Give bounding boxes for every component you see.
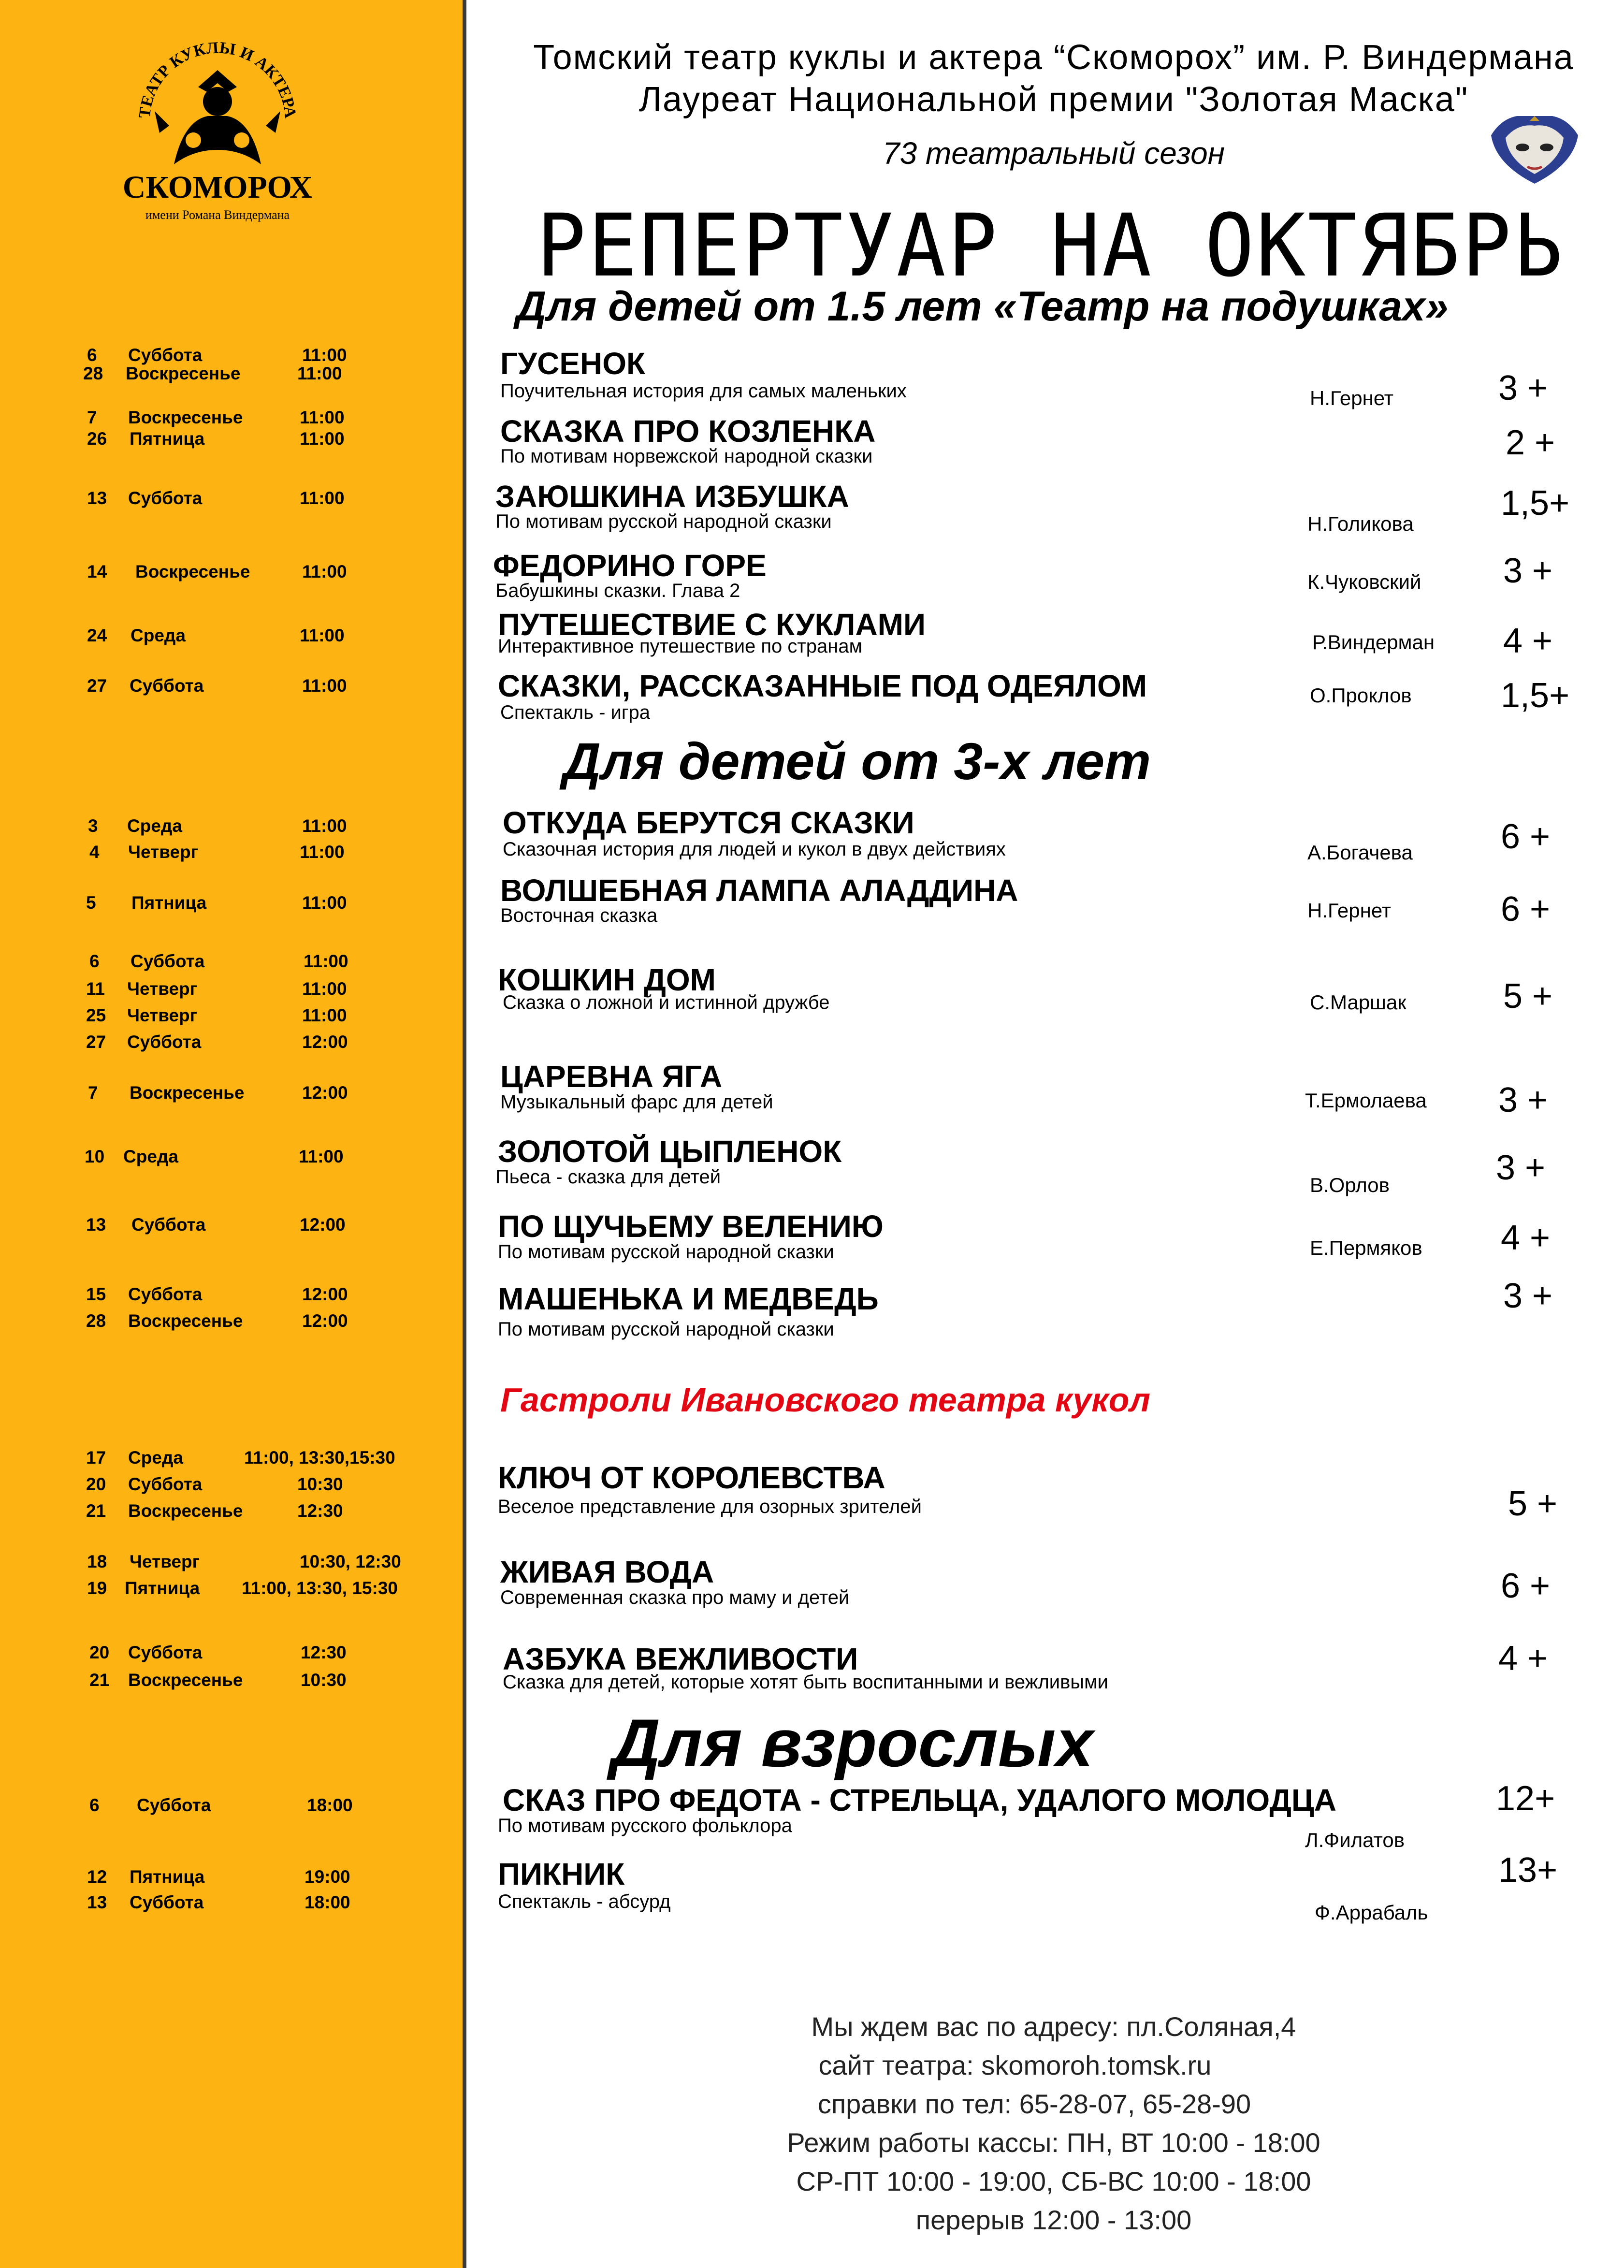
schedule-weekday: Суббота — [127, 1032, 202, 1052]
schedule-day: 21 — [86, 1501, 106, 1521]
schedule-time: 12:00 — [300, 1215, 346, 1235]
schedule-time: 19:00 — [304, 1867, 350, 1887]
schedule-time: 12:00 — [302, 1032, 348, 1052]
schedule-time: 11:00 — [300, 842, 345, 862]
play-subtitle: Спектакль - игра — [500, 702, 650, 723]
schedule-day: 3 — [88, 816, 98, 836]
play-author: С.Маршак — [1310, 991, 1406, 1014]
schedule-time: 11:00 — [302, 816, 347, 836]
schedule-time: 11:00 — [302, 979, 347, 999]
schedule-weekday: Суббота — [130, 1892, 204, 1912]
theatre-logo — [116, 29, 319, 222]
season-label: 73 театральный сезон — [883, 136, 1225, 171]
schedule-time: 10:30 — [301, 1670, 347, 1690]
play-title: ПУТЕШЕСТВИЕ С КУКЛАМИ — [498, 607, 926, 642]
box-office-hours-2: СР-ПТ 10:00 - 19:00, СБ-ВС 10:00 - 18:00 — [796, 2166, 1311, 2196]
section-heading-toddlers: Для детей от 1.5 лет «Театр на подушках» — [516, 283, 1449, 330]
schedule-weekday: Суббота — [128, 1284, 203, 1304]
schedule-weekday: Суббота — [130, 951, 205, 971]
age-rating: 2 + — [1506, 423, 1555, 462]
schedule-time: 11:00 — [302, 893, 347, 913]
sidebar-divider — [463, 0, 466, 2268]
play-subtitle: Поучительная история для самых маленьких — [500, 380, 907, 402]
play-title: ФЕДОРИНО ГОРЕ — [493, 548, 767, 583]
schedule-weekday: Суббота — [128, 488, 203, 508]
schedule-weekday: Пятница — [131, 893, 207, 913]
schedule-time: 11:00 — [302, 562, 347, 582]
play-title: АЗБУКА ВЕЖЛИВОСТИ — [503, 1642, 858, 1676]
age-rating: 12+ — [1496, 1779, 1555, 1818]
schedule-time: 11:00, 13:30,15:30 — [244, 1448, 395, 1468]
schedule-time: 12:30 — [297, 1501, 343, 1521]
age-rating: 5 + — [1503, 977, 1553, 1016]
schedule-day: 28 — [86, 1311, 106, 1331]
schedule-day: 15 — [86, 1284, 106, 1304]
schedule-day: 24 — [87, 625, 107, 645]
page-title: РЕПЕРТУАР НА ОКТЯБРЬ — [536, 196, 1565, 296]
play-author: Т.Ермолаева — [1305, 1089, 1427, 1112]
phones: справки по тел: 65-28-07, 65-28-90 — [817, 2089, 1251, 2119]
schedule-day: 13 — [86, 1215, 106, 1235]
schedule-day: 13 — [87, 1892, 107, 1912]
schedule-weekday: Четверг — [128, 842, 199, 862]
age-rating: 6 + — [1501, 1567, 1551, 1605]
play-subtitle: Пьеса - сказка для детей — [495, 1166, 721, 1188]
schedule-weekday: Суббота — [128, 1643, 203, 1662]
schedule-day: 21 — [89, 1670, 110, 1690]
play-author: К.Чуковский — [1307, 570, 1421, 593]
play-author: Л.Филатов — [1305, 1829, 1405, 1851]
play-title: ЖИВАЯ ВОДА — [500, 1555, 714, 1589]
schedule-day: 7 — [88, 1083, 98, 1103]
play-author: А.Богачева — [1307, 841, 1413, 864]
schedule-day: 19 — [87, 1578, 107, 1598]
age-rating: 3 + — [1498, 369, 1548, 407]
box-office-hours: Режим работы кассы: ПН, ВТ 10:00 - 18:00 — [787, 2127, 1320, 2158]
schedule-day: 11 — [86, 979, 105, 999]
schedule-weekday: Воскресенье — [128, 407, 243, 427]
age-rating: 4 + — [1498, 1639, 1548, 1678]
play-title: ПИКНИК — [498, 1857, 625, 1891]
play-author: Ф.Аррабаль — [1315, 1901, 1428, 1924]
schedule-weekday: Среда — [123, 1147, 178, 1166]
schedule-day: 6 — [89, 1795, 100, 1815]
play-subtitle: По мотивам русского фольклора — [498, 1815, 792, 1836]
schedule-day: 6 — [89, 951, 100, 971]
age-rating: 6 + — [1501, 817, 1551, 856]
schedule-weekday: Воскресенье — [130, 1083, 245, 1103]
schedule-time: 12:00 — [302, 1311, 348, 1331]
schedule-weekday: Пятница — [130, 1867, 205, 1887]
play-subtitle: Сказка для детей, которые хотят быть воспитанными и вежливыми — [503, 1672, 1108, 1693]
play-author: Н.Гернет — [1310, 387, 1394, 409]
schedule-time: 12:00 — [302, 1284, 348, 1304]
schedule-weekday: Суббота — [130, 676, 204, 696]
schedule-day: 27 — [87, 676, 107, 696]
schedule-weekday: Воскресенье — [126, 363, 241, 383]
play-title: СКАЗ ПРО ФЕДОТА - СТРЕЛЬЦА, УДАЛОГО МОЛОДЦА — [503, 1783, 1336, 1817]
play-subtitle: Современная сказка про маму и детей — [500, 1587, 850, 1608]
schedule-day: 28 — [83, 363, 103, 383]
schedule-time: 11:00 — [300, 488, 345, 508]
play-subtitle: Сказочная история для людей и кукол в двух действиях — [503, 839, 1006, 860]
schedule-weekday: Четверг — [130, 1552, 200, 1571]
play-title: МАШЕНЬКА И МЕДВЕДЬ — [498, 1281, 879, 1316]
lunch-break: перерыв 12:00 - 13:00 — [915, 2205, 1192, 2235]
schedule-weekday: Суббота — [131, 1215, 206, 1235]
schedule-day: 10 — [85, 1147, 105, 1166]
schedule-day: 7 — [87, 407, 97, 427]
play-author: Н.Голикова — [1307, 512, 1414, 535]
schedule-sidebar — [0, 0, 463, 2268]
play-author: О.Проклов — [1310, 684, 1412, 707]
schedule-time: 11:00 — [297, 363, 342, 383]
play-subtitle: Музыкальный фарс для детей — [500, 1091, 773, 1113]
schedule-weekday: Воскресенье — [128, 1311, 243, 1331]
play-title: СКАЗКА ПРО КОЗЛЕНКА — [500, 414, 876, 449]
play-subtitle: Интерактивное путешествие по странам — [498, 636, 863, 657]
schedule-time: 11:00 — [300, 407, 345, 427]
age-rating: 1,5+ — [1501, 484, 1570, 523]
schedule-day: 20 — [89, 1643, 110, 1662]
schedule-weekday: Суббота — [137, 1795, 211, 1815]
schedule-day: 20 — [86, 1474, 106, 1494]
play-title: КЛЮЧ ОТ КОРОЛЕВСТВА — [498, 1460, 885, 1495]
schedule-time: 11:00 — [300, 429, 345, 449]
schedule-day: 14 — [87, 562, 107, 582]
play-author: Н.Гернет — [1307, 899, 1392, 922]
logo-name: СКОМОРОХ — [122, 170, 313, 205]
schedule-time: 11:00 — [304, 951, 348, 971]
play-title: СКАЗКИ, РАССКАЗАННЫЕ ПОД ОДЕЯЛОМ — [498, 669, 1147, 703]
play-title: ЗОЛОТОЙ ЦЫПЛЕНОК — [498, 1134, 842, 1169]
schedule-time: 12:30 — [301, 1643, 347, 1662]
logo-subtitle: имени Романа Виндермана — [145, 208, 290, 222]
play-subtitle: Веселое представление для озорных зрителей — [498, 1496, 922, 1517]
address: Мы ждем вас по адресу: пл.Соляная,4 — [811, 2011, 1296, 2042]
play-author: В.Орлов — [1310, 1174, 1390, 1196]
golden-mask-icon — [1486, 116, 1583, 191]
play-subtitle: По мотивам норвежской народной сказки — [500, 446, 873, 467]
schedule-time: 11:00 — [302, 676, 347, 696]
play-subtitle: Сказка о ложной и истинной дружбе — [503, 992, 830, 1013]
schedule-time: 10:30 — [297, 1474, 343, 1494]
schedule-day: 27 — [86, 1032, 106, 1052]
schedule-time: 18:00 — [304, 1892, 350, 1912]
play-title: КОШКИН ДОМ — [498, 962, 716, 997]
play-title: ГУСЕНОК — [500, 346, 646, 381]
play-title: ЗАЮШКИНА ИЗБУШКА — [495, 479, 849, 514]
schedule-weekday: Среда — [127, 816, 182, 836]
age-rating: 3 + — [1503, 1277, 1553, 1315]
schedule-weekday: Четверг — [127, 1005, 198, 1025]
schedule-weekday: Суббота — [128, 1474, 203, 1494]
section-heading-adults: Для взрослых — [611, 1705, 1094, 1781]
header-laureate: Лауреат Национальной премии "Золотая Маска" — [638, 80, 1469, 119]
age-rating: 3 + — [1496, 1149, 1546, 1187]
schedule-day: 6 — [87, 345, 97, 365]
age-rating: 1,5+ — [1501, 676, 1570, 715]
play-title: ОТКУДА БЕРУТСЯ СКАЗКИ — [503, 805, 914, 840]
schedule-day: 26 — [87, 429, 107, 449]
play-title: ВОЛШЕБНАЯ ЛАМПА АЛАДДИНА — [500, 873, 1018, 908]
play-subtitle: Спектакль - абсурд — [498, 1891, 671, 1912]
schedule-day: 4 — [89, 842, 100, 862]
schedule-weekday: Пятница — [130, 429, 205, 449]
play-title: ЦАРЕВНА ЯГА — [500, 1059, 723, 1094]
schedule-weekday: Суббота — [128, 345, 203, 365]
play-subtitle: По мотивам русской народной сказки — [495, 511, 832, 532]
schedule-day: 18 — [87, 1552, 107, 1571]
schedule-weekday: Воскресенье — [128, 1501, 243, 1521]
website: сайт театра: skomoroh.tomsk.ru — [818, 2050, 1212, 2080]
schedule-weekday: Среда — [128, 1448, 183, 1468]
schedule-day: 17 — [86, 1448, 106, 1468]
section-heading-guest-tour: Гастроли Ивановского театра кукол — [500, 1381, 1151, 1419]
play-author: Е.Пермяков — [1310, 1236, 1422, 1259]
schedule-time: 11:00 — [302, 345, 347, 365]
age-rating: 6 + — [1501, 890, 1551, 929]
section-heading-kids: Для детей от 3-х лет — [563, 732, 1151, 790]
schedule-day: 25 — [86, 1005, 106, 1025]
play-title: ПО ЩУЧЬЕМУ ВЕЛЕНИЮ — [498, 1209, 884, 1244]
logo-emblem-icon — [116, 29, 319, 174]
play-subtitle: По мотивам русской народной сказки — [498, 1241, 834, 1263]
schedule-day: 5 — [86, 893, 96, 913]
schedule-time: 12:00 — [302, 1083, 348, 1103]
schedule-weekday: Воскресенье — [135, 562, 250, 582]
schedule-time: 11:00 — [302, 1005, 347, 1025]
schedule-time: 18:00 — [307, 1795, 353, 1815]
play-subtitle: По мотивам русской народной сказки — [498, 1319, 834, 1340]
play-subtitle: Бабушкины сказки. Глава 2 — [495, 580, 740, 601]
age-rating: 5 + — [1508, 1484, 1558, 1523]
schedule-weekday: Воскресенье — [128, 1670, 243, 1690]
schedule-weekday: Среда — [130, 625, 186, 645]
schedule-day: 13 — [87, 488, 107, 508]
schedule-time: 11:00 — [299, 1147, 344, 1166]
schedule-weekday: Четверг — [127, 979, 198, 999]
age-rating: 3 + — [1498, 1081, 1548, 1119]
play-author: Р.Виндерман — [1312, 631, 1435, 654]
schedule-day: 12 — [87, 1867, 107, 1887]
schedule-weekday: Пятница — [125, 1578, 200, 1598]
age-rating: 3 + — [1503, 552, 1553, 590]
schedule-time: 10:30, 12:30 — [300, 1552, 401, 1571]
schedule-time: 11:00 — [300, 625, 345, 645]
age-rating: 4 + — [1501, 1219, 1551, 1257]
schedule-time: 11:00, 13:30, 15:30 — [242, 1578, 398, 1598]
play-subtitle: Восточная сказка — [500, 905, 658, 926]
age-rating: 4 + — [1503, 622, 1553, 660]
header-theatre-name: Томский театр куклы и актера “Скоморох” им. Р. Виндермана — [533, 38, 1574, 77]
logo-arc-text: ТЕАТР КУКЛЫ И АКТЕРА — [135, 39, 300, 119]
age-rating: 13+ — [1498, 1851, 1558, 1890]
